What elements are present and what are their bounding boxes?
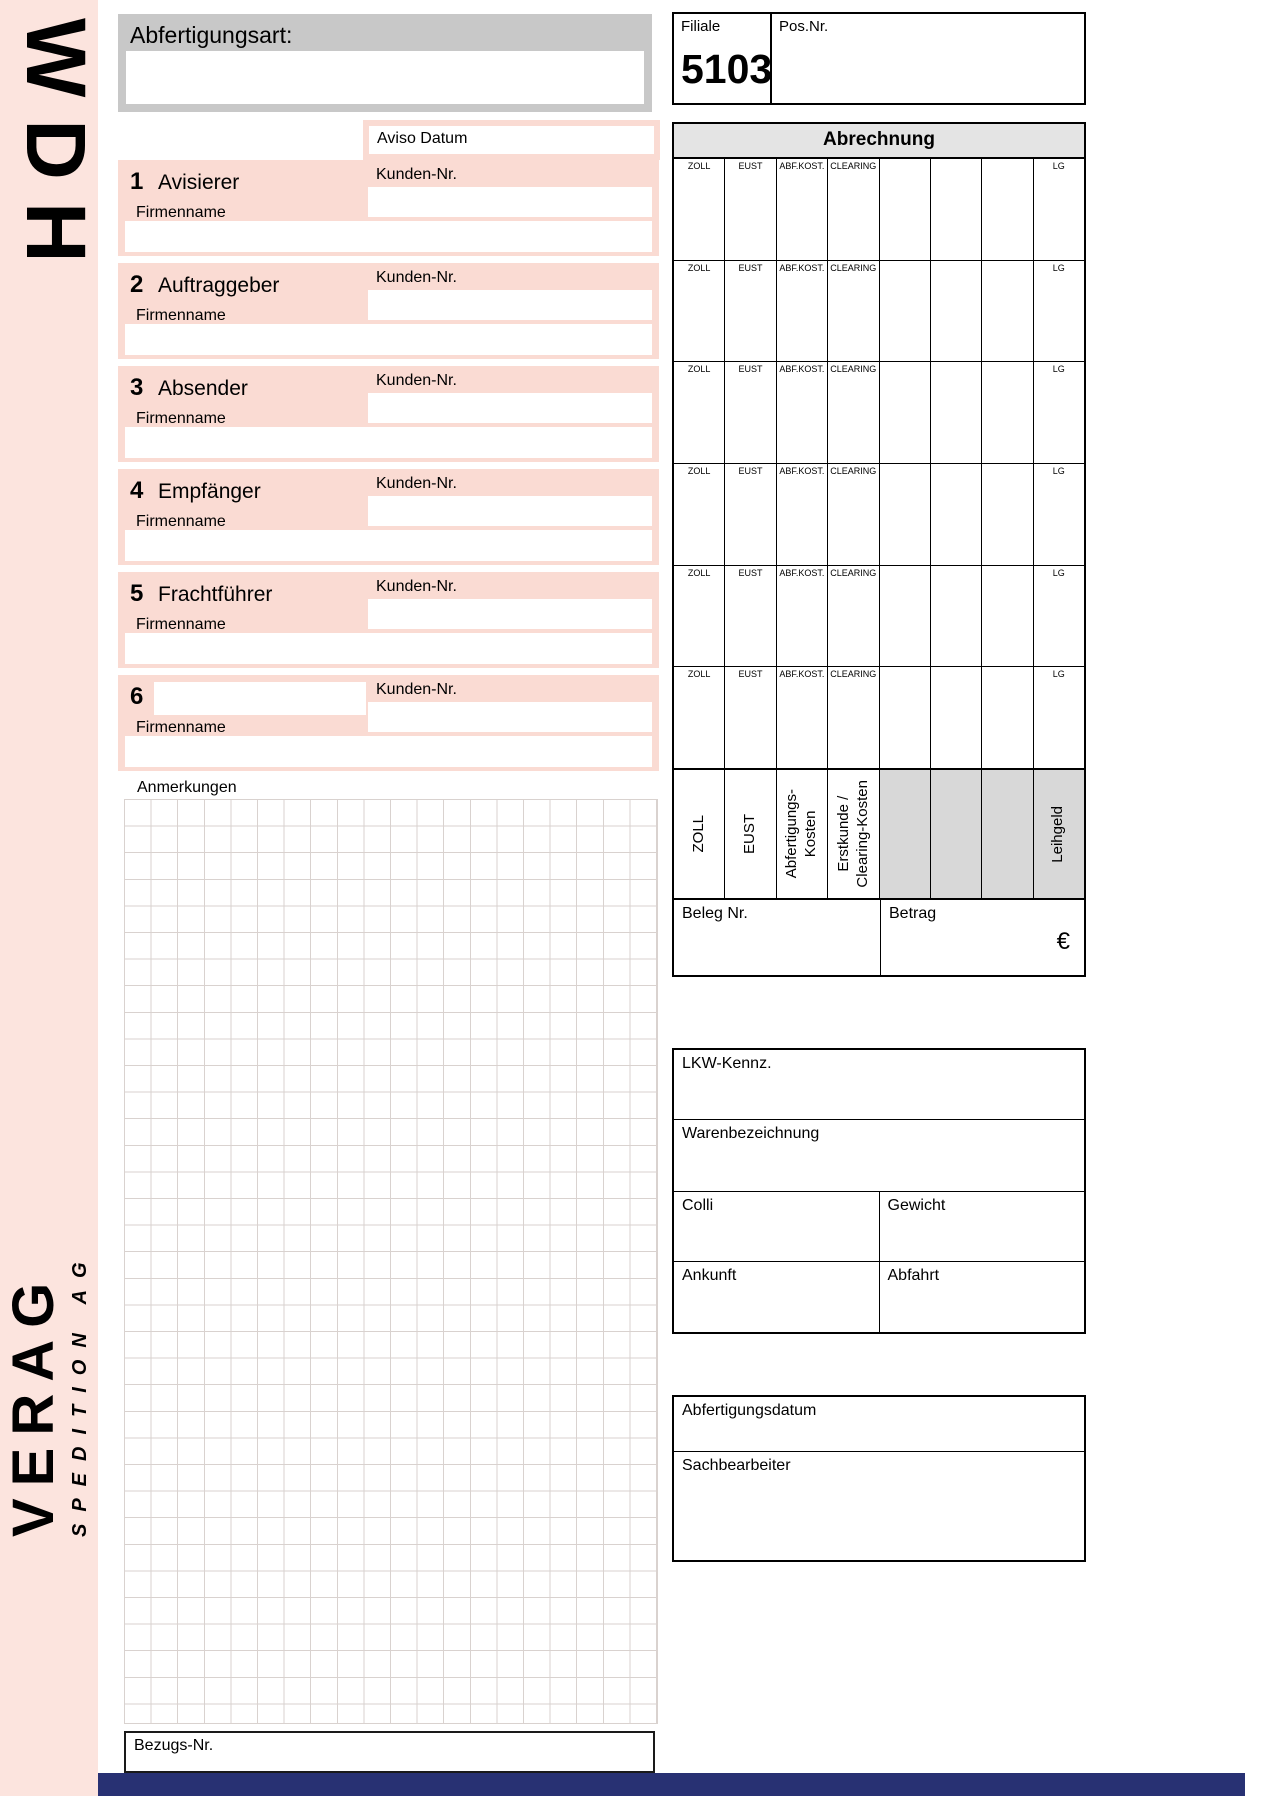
abfertigungsart-box (118, 14, 652, 112)
sachbearbeiter-label: Sachbearbeiter (682, 1457, 791, 1474)
abrechnung-col-header: ABF.KOST. (779, 161, 825, 171)
abrechnung-col-header: ZOLL (687, 262, 711, 273)
abrechnung-col-header: EUST (738, 466, 763, 477)
firmenname-label: Firmenname (136, 719, 226, 736)
filiale-label: Filiale (681, 18, 721, 35)
legend-label: Kosten (801, 810, 819, 858)
kunden-nr-input[interactable] (368, 496, 652, 526)
abrechnung-cell-abfkost[interactable] (776, 159, 827, 260)
abrechnung-cell-blank[interactable] (981, 362, 1032, 463)
abrechnung-cell-blank[interactable] (930, 362, 981, 463)
party-row-absender (118, 366, 659, 462)
filiale-field (674, 14, 772, 103)
abrechnung-row (674, 666, 1084, 768)
party-row-frachtfuehrer (118, 572, 659, 668)
firmenname-input[interactable] (125, 633, 652, 664)
abfertigungsart-label: Abfertigungsart: (130, 22, 293, 48)
beleg-betrag-box (672, 900, 1086, 977)
abrechnung-cell-clearing[interactable] (827, 159, 878, 260)
abrechnung-col-header: LG (1052, 466, 1065, 477)
abrechnung-cell-zoll[interactable] (674, 667, 724, 768)
abrechnung-row (674, 565, 1084, 667)
abfahrt-label: Abfahrt (887, 1267, 940, 1284)
wdh-logo: WDH (9, 18, 103, 285)
abrechnung-col-header: CLEARING (830, 364, 877, 375)
party-number: 3 (130, 374, 144, 401)
party-number: 5 (130, 580, 144, 607)
abrechnung-cell-lg[interactable] (1033, 159, 1084, 260)
party-number: 1 (130, 168, 144, 195)
colli-gewicht-row (674, 1191, 1084, 1261)
abrechnung-cell-lg[interactable] (1033, 667, 1084, 768)
abrechnung-cell-abfkost[interactable] (776, 362, 827, 463)
abrechnung-col-header: ABF.KOST. (779, 364, 825, 375)
abrechnung-col-header: ZOLL (687, 669, 711, 680)
processing-box (672, 1395, 1086, 1562)
abrechnung-col-header: ZOLL (687, 364, 711, 375)
legend-cell-leihgeld (1033, 770, 1084, 898)
abrechnung-cell-lg[interactable] (1033, 362, 1084, 463)
abrechnung-col-header: EUST (738, 161, 763, 171)
gewicht-label: Gewicht (887, 1197, 946, 1214)
party-row-6 (118, 675, 659, 771)
abrechnung-col-header: EUST (738, 262, 763, 273)
kunden-nr-input[interactable] (368, 393, 652, 423)
abrechnung-cell-eust[interactable] (724, 464, 775, 565)
firmenname-label: Firmenname (136, 307, 226, 324)
abfertigungsdatum-label: Abfertigungsdatum (682, 1402, 817, 1419)
abrechnung-cell-eust[interactable] (724, 261, 775, 362)
abfertigungsdatum-field[interactable] (674, 1397, 1084, 1452)
abrechnung-col-header: ABF.KOST. (779, 669, 825, 680)
firmenname-label: Firmenname (136, 410, 226, 427)
abrechnung-table (672, 159, 1086, 770)
abrechnung-cell-zoll[interactable] (674, 159, 724, 260)
party-row-avisierer (118, 160, 659, 256)
kunden-nr-label: Kunden-Nr. (376, 681, 457, 698)
abrechnung-col-header: ZOLL (687, 161, 711, 171)
bezugs-nr-field[interactable] (124, 1731, 655, 1773)
firmenname-input[interactable] (125, 221, 652, 252)
ankunft-abfahrt-row (674, 1261, 1084, 1332)
legend-cell-blank (879, 770, 930, 898)
abrechnung-cell-abfkost[interactable] (776, 261, 827, 362)
kunden-nr-input[interactable] (368, 599, 652, 629)
kunden-nr-input[interactable] (368, 702, 652, 732)
legend-cell-zoll (674, 770, 724, 898)
abrechnung-cell-blank[interactable] (981, 464, 1032, 565)
legend-cell-clearingkosten (827, 770, 878, 898)
abrechnung-col-header: CLEARING (830, 161, 877, 171)
brand-sidebar (0, 0, 103, 1796)
abrechnung-cell-blank[interactable] (981, 667, 1032, 768)
anmerkungen-label: Anmerkungen (137, 779, 237, 796)
lkw-kennz-field[interactable] (674, 1050, 1084, 1119)
euro-symbol: € (1056, 928, 1070, 955)
party-title: Avisierer (158, 171, 240, 194)
legend-label: Abfertigungs- (783, 789, 801, 879)
abrechnung-col-header: LG (1052, 364, 1065, 375)
abrechnung-cell-blank[interactable] (930, 261, 981, 362)
abrechnung-cell-eust[interactable] (724, 159, 775, 260)
party-number: 2 (130, 271, 144, 298)
abrechnung-row (674, 361, 1084, 463)
abrechnung-col-header: EUST (738, 669, 763, 680)
abrechnung-col-header: ABF.KOST. (779, 466, 825, 477)
abrechnung-cell-clearing[interactable] (827, 362, 878, 463)
abrechnung-cell-blank[interactable] (879, 464, 930, 565)
abrechnung-cell-blank[interactable] (879, 667, 930, 768)
kunden-nr-input[interactable] (368, 290, 652, 320)
abrechnung-row (674, 260, 1084, 362)
legend-label: Leihgeld (1049, 805, 1067, 863)
abrechnung-cell-blank[interactable] (930, 464, 981, 565)
abrechnung-col-header: ABF.KOST. (779, 262, 825, 273)
abrechnung-cell-abfkost[interactable] (776, 464, 827, 565)
firmenname-input[interactable] (125, 427, 652, 458)
kunden-nr-label: Kunden-Nr. (376, 475, 457, 492)
betrag-label: Betrag (889, 905, 937, 922)
abrechnung-cell-zoll[interactable] (674, 362, 724, 463)
abrechnung-cell-clearing[interactable] (827, 464, 878, 565)
party-title: Absender (158, 377, 248, 400)
abrechnung-cell-blank[interactable] (930, 566, 981, 667)
party-number: 4 (130, 477, 144, 504)
filiale-value: 5103 (681, 46, 773, 92)
abrechnung-cell-zoll[interactable] (674, 261, 724, 362)
abrechnung-col-header: LG (1052, 567, 1065, 578)
abrechnung-col-header: CLEARING (830, 567, 877, 578)
abrechnung-col-header: CLEARING (830, 466, 877, 477)
verag-subtitle: SPEDITION AG (68, 1250, 91, 1537)
party-row-auftraggeber (118, 263, 659, 359)
abrechnung-cell-eust[interactable] (724, 362, 775, 463)
aviso-datum-field[interactable] (363, 120, 660, 160)
gewicht-field[interactable] (879, 1192, 1085, 1261)
abrechnung-cell-zoll[interactable] (674, 464, 724, 565)
abrechnung-cell-zoll[interactable] (674, 566, 724, 667)
abrechnung-col-header: LG (1052, 262, 1065, 273)
bezugs-nr-label: Bezugs-Nr. (134, 1737, 214, 1754)
abrechnung-cell-blank[interactable] (879, 159, 930, 260)
firmenname-label: Firmenname (136, 204, 226, 221)
betrag-field[interactable] (881, 900, 1084, 975)
legend-cell-eust (724, 770, 775, 898)
abrechnung-cell-lg[interactable] (1033, 566, 1084, 667)
abrechnung-row (674, 463, 1084, 565)
abrechnung-cell-blank[interactable] (930, 159, 981, 260)
abrechnung-cell-blank[interactable] (879, 362, 930, 463)
abrechnung-col-header: CLEARING (830, 262, 877, 273)
lkw-kennz-label: LKW-Kennz. (682, 1055, 772, 1072)
party-title: Empfänger (158, 480, 261, 503)
abfahrt-field[interactable] (879, 1262, 1085, 1332)
abrechnung-col-header: EUST (738, 567, 763, 578)
abrechnung-cell-lg[interactable] (1033, 464, 1084, 565)
kunden-nr-label: Kunden-Nr. (376, 578, 457, 595)
aviso-datum-label: Aviso Datum (377, 130, 468, 147)
abrechnung-cell-blank[interactable] (879, 566, 930, 667)
abrechnung-row (674, 159, 1084, 260)
firmenname-input[interactable] (125, 324, 652, 355)
abrechnung-cell-eust[interactable] (724, 566, 775, 667)
kunden-nr-input[interactable] (368, 187, 652, 217)
abrechnung-cell-abfkost[interactable] (776, 566, 827, 667)
party-title-input[interactable] (154, 682, 366, 715)
firmenname-input[interactable] (125, 530, 652, 561)
firmenname-label: Firmenname (136, 513, 226, 530)
legend-label: ZOLL (689, 815, 707, 853)
kunden-nr-label: Kunden-Nr. (376, 166, 457, 183)
firmenname-input[interactable] (125, 736, 652, 767)
abrechnung-col-header: ZOLL (687, 466, 711, 477)
abrechnung-cell-clearing[interactable] (827, 261, 878, 362)
abrechnung-col-header: ABF.KOST. (779, 567, 825, 578)
abrechnung-cell-clearing[interactable] (827, 667, 878, 768)
kunden-nr-label: Kunden-Nr. (376, 269, 457, 286)
abrechnung-col-header: ZOLL (687, 567, 711, 578)
abrechnung-cell-lg[interactable] (1033, 261, 1084, 362)
abfertigungsart-input[interactable] (126, 51, 644, 104)
legend-label: Clearing-Kosten (853, 780, 871, 888)
party-title: Frachtführer (158, 583, 273, 606)
firmenname-label: Firmenname (136, 616, 226, 633)
abrechnung-cell-clearing[interactable] (827, 566, 878, 667)
sachbearbeiter-field[interactable] (674, 1452, 1084, 1560)
posnr-field[interactable] (772, 14, 1084, 103)
abrechnung-cell-blank[interactable] (981, 566, 1032, 667)
abrechnung-legend (672, 770, 1086, 900)
party-row-empfaenger (118, 469, 659, 565)
verag-logo (1, 1192, 95, 1537)
abrechnung-col-header: EUST (738, 364, 763, 375)
beleg-nr-label: Beleg Nr. (682, 905, 748, 922)
footer-color-bar (98, 1773, 1245, 1796)
verag-wordmark: VERAG (1, 1270, 66, 1537)
warenbezeichnung-field[interactable] (674, 1119, 1084, 1191)
abrechnung-title: Abrechnung (672, 122, 1086, 159)
ankunft-field[interactable] (674, 1262, 879, 1332)
filiale-posnr-box (672, 12, 1086, 105)
cargo-box (672, 1048, 1086, 1334)
legend-label: Erstkunde / (834, 796, 852, 872)
posnr-label: Pos.Nr. (779, 18, 829, 35)
kunden-nr-label: Kunden-Nr. (376, 372, 457, 389)
abrechnung-cell-blank[interactable] (981, 159, 1032, 260)
warenbezeichnung-label: Warenbezeichnung (682, 1125, 820, 1142)
party-title: Auftraggeber (158, 274, 280, 297)
abrechnung-col-header: CLEARING (830, 669, 877, 680)
colli-field[interactable] (674, 1192, 879, 1261)
anmerkungen-grid-area[interactable] (124, 799, 658, 1724)
abrechnung-col-header: LG (1052, 161, 1065, 171)
legend-cell-abfertigungskosten (776, 770, 827, 898)
abrechnung-col-header: LG (1052, 669, 1065, 680)
abrechnung-cell-blank[interactable] (981, 261, 1032, 362)
abrechnung-cell-abfkost[interactable] (776, 667, 827, 768)
beleg-nr-field[interactable] (674, 900, 881, 975)
legend-cell-blank (981, 770, 1032, 898)
colli-label: Colli (682, 1197, 714, 1214)
abrechnung-cell-eust[interactable] (724, 667, 775, 768)
ankunft-label: Ankunft (682, 1267, 737, 1284)
legend-cell-blank (930, 770, 981, 898)
legend-label: EUST (741, 813, 759, 854)
abrechnung-cell-blank[interactable] (879, 261, 930, 362)
abrechnung-cell-blank[interactable] (930, 667, 981, 768)
party-number: 6 (130, 683, 144, 710)
